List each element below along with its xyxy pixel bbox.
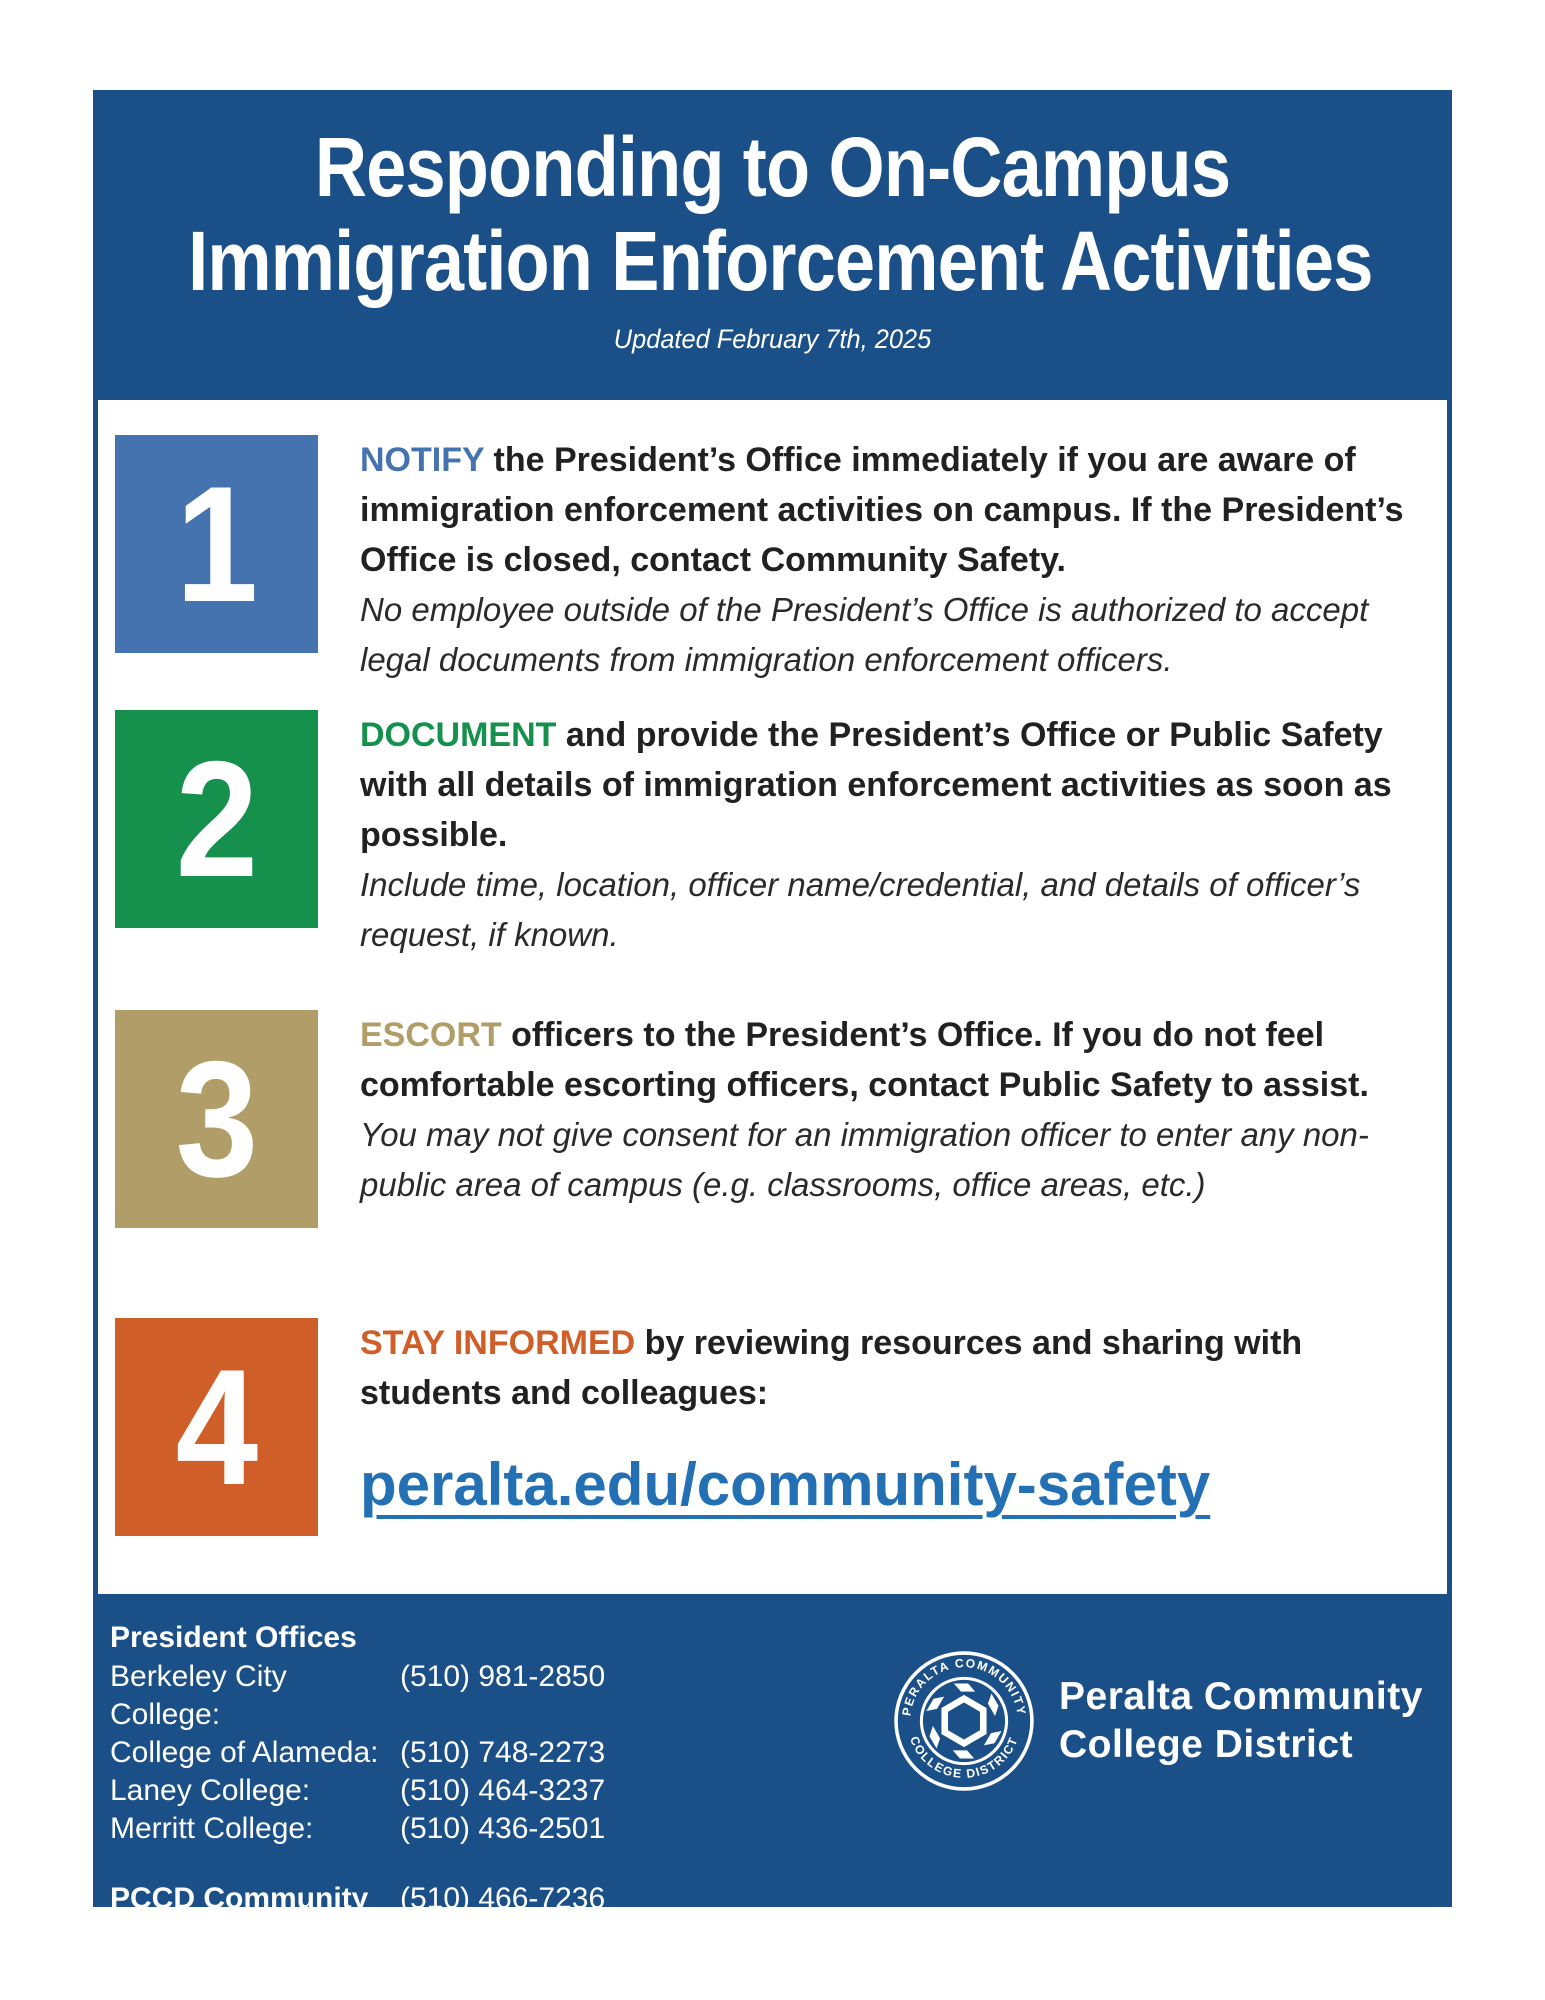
step-3-keyword: ESCORT [360, 1016, 502, 1054]
step-1-body: the President’s Office immediately if you are aware of immigration enforcement activities on campus. If the President’s Office is closed, contact Community Safety. [360, 441, 1404, 579]
safety-contacts [110, 1880, 1452, 1994]
seal-hex-mark [926, 1683, 1002, 1758]
step-2-number-box [115, 710, 318, 928]
contact-label: Berkeley City College: [110, 1660, 287, 1731]
step-2-main-text [360, 710, 1422, 860]
step-4-body: by reviewing resources and sharing with students and colleagues: [360, 1324, 1303, 1412]
header-banner [93, 90, 1452, 400]
step-4-text [360, 1318, 1422, 1519]
district-name [1059, 1673, 1423, 1769]
district-name-line-1: Peralta Community [1059, 1675, 1423, 1718]
step-4-keyword: STAY INFORMED [360, 1324, 636, 1362]
contact-row [110, 1956, 1452, 1994]
contact-phone: (510) 748-2273 [400, 1736, 606, 1769]
step-2-text [360, 710, 1422, 960]
contact-phone: (510) 466-7236 [400, 1882, 606, 1915]
updated-date: Updated February 7th, 2025 [613, 324, 932, 354]
step-4-number-box [115, 1318, 318, 1536]
seal-bottom-text: COLLEGE DISTRICT [906, 1734, 1021, 1781]
peralta-seal-icon [893, 1650, 1035, 1792]
step-4-main-text [360, 1318, 1422, 1418]
step-1-number-box [115, 435, 318, 653]
step-2-body: and provide the President’s Office or Public Safety with all details of immigration enforcement activities as soon as possible. [360, 716, 1392, 854]
contact-phone: (510) 981-2850 [400, 1660, 606, 1693]
step-3-note: You may not give consent for an immigration officer to enter any non-public area of campus (e.g. classrooms, office areas, etc.) [360, 1116, 1369, 1203]
step-2-note: Include time, location, officer name/credential, and details of officer’s request, if known. [360, 866, 1361, 953]
steps-section [93, 400, 1452, 1594]
contact-phone: (510) 466-7322 [400, 1958, 606, 1991]
contact-label: Laney College: [110, 1774, 311, 1807]
district-name-line-2: College District [1059, 1723, 1354, 1766]
president-offices-heading: President Offices [110, 1621, 357, 1654]
seal-top-text: PERALTA COMMUNITY [899, 1656, 1029, 1717]
page-title-line-1: Responding to On-Campus [314, 120, 1231, 214]
flyer [93, 90, 1452, 1991]
page-title-line-2: Immigration Enforcement Activities [188, 214, 1373, 308]
step-3 [115, 1010, 1422, 1228]
step-3-number: 3 [175, 1026, 258, 1211]
footer-banner [93, 1594, 1452, 1991]
step-1-keyword: NOTIFY [360, 441, 485, 479]
step-1-main-text [360, 435, 1422, 585]
contact-row [110, 1880, 1452, 1956]
step-4-number: 4 [175, 1334, 258, 1519]
step-2-keyword: DOCUMENT [360, 716, 557, 754]
district-logo [893, 1650, 1423, 1792]
step-3-main-text [360, 1010, 1422, 1110]
step-1-number: 1 [175, 451, 258, 636]
step-3-text [360, 1010, 1422, 1210]
step-3-body: officers to the President’s Office. If you do not feel comfortable escorting officers, contact Public Safety to assist. [360, 1016, 1369, 1104]
step-4 [115, 1318, 1422, 1536]
step-2-number: 2 [175, 726, 258, 911]
step-1-text [360, 435, 1422, 685]
step-1-note: No employee outside of the President’s Office is authorized to accept legal documents from immigration enforcement officers. [360, 591, 1369, 678]
step-2 [115, 710, 1422, 960]
contact-phone: (510) 464-3237 [400, 1774, 606, 1807]
contact-label: Chancellor’s Office : [110, 1958, 379, 1991]
step-1 [115, 435, 1422, 685]
contact-row [110, 1810, 1452, 1848]
community-safety-link[interactable]: peralta.edu/community-safety [360, 1451, 1211, 1518]
contact-label: PCCD Community Safety: [110, 1882, 369, 1953]
contact-phone: (510) 436-2501 [400, 1812, 606, 1845]
contact-label: Merritt College: [110, 1812, 314, 1845]
step-3-number-box [115, 1010, 318, 1228]
contact-label: College of Alameda: [110, 1736, 379, 1769]
